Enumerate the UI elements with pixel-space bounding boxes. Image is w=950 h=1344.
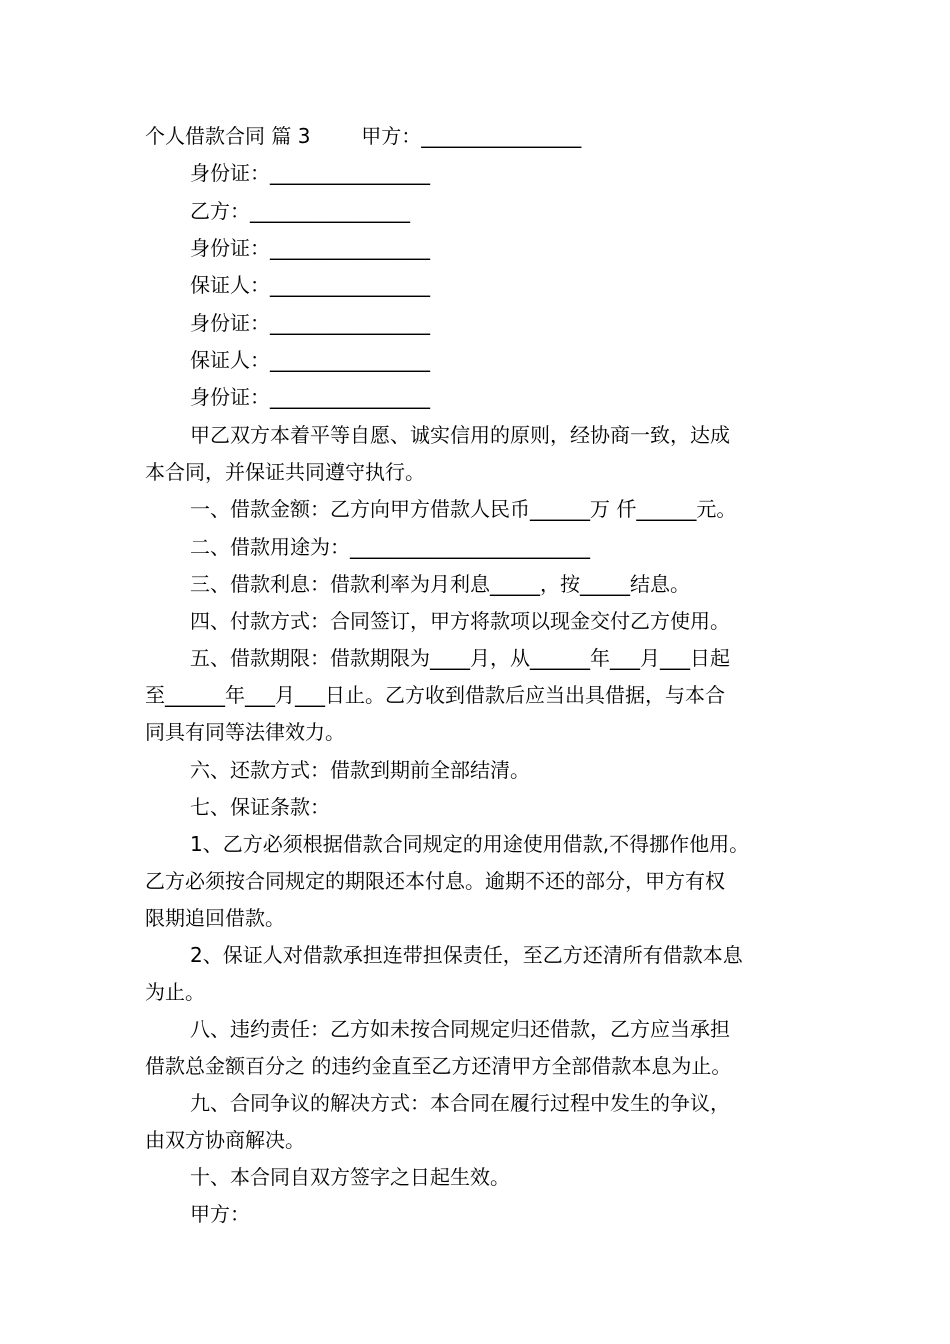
clause-10-effective: 十、本合同自双方签字之日起生效。	[190, 1165, 510, 1189]
guarantor-2-id-line: 身份证：________________	[190, 385, 430, 409]
signature-party-a: 甲方：	[190, 1202, 250, 1226]
clause-7-guarantee: 七、保证条款：	[190, 795, 330, 819]
guarantee-item-1-line-1: 1、乙方必须根据借款合同规定的用途使用借款,不得挪作他用。	[190, 832, 750, 856]
clause-5-term-line-2: 至______年___月___日止。乙方收到借款后应当出具借据，与本合	[145, 683, 725, 707]
guarantor-1-line: 保证人：________________	[190, 273, 430, 297]
party-b-line: 乙方：________________	[190, 199, 410, 223]
clause-5-term-line-1: 五、借款期限：借款期限为____月，从______年___月___日起	[190, 646, 730, 670]
preamble-line-1: 甲乙双方本着平等自愿、诚实信用的原则，经协商一致，达成	[190, 423, 730, 447]
party-a-id-line: 身份证：________________	[190, 161, 430, 185]
clause-5-term-line-3: 同具有同等法律效力。	[145, 720, 345, 744]
clause-2-purpose: 二、借款用途为：________________________	[190, 535, 590, 559]
party-b-id-line: 身份证：________________	[190, 236, 430, 260]
clause-9-dispute-line-2: 由双方协商解决。	[145, 1128, 305, 1152]
clause-4-payment: 四、付款方式：合同签订，甲方将款项以现金交付乙方使用。	[190, 609, 730, 633]
title-line: 个人借款合同 篇 3 甲方：________________	[145, 124, 582, 148]
guarantee-item-2-line-2: 为止。	[145, 980, 205, 1004]
clause-1-amount: 一、借款金额：乙方向甲方借款人民币______万 仟______元。	[190, 497, 737, 521]
guarantee-item-2-line-1: 2、保证人对借款承担连带担保责任，至乙方还清所有借款本息	[190, 943, 743, 967]
clause-9-dispute-line-1: 九、合同争议的解决方式：本合同在履行过程中发生的争议，	[190, 1091, 730, 1115]
guarantor-2-line: 保证人：________________	[190, 348, 430, 372]
clause-6-repayment: 六、还款方式：借款到期前全部结清。	[190, 758, 530, 782]
clause-8-breach-line-2: 借款总金额百分之 的违约金直至乙方还清甲方全部借款本息为止。	[145, 1054, 732, 1078]
clause-3-interest: 三、借款利息：借款利率为月利息_____，按_____结息。	[190, 572, 690, 596]
preamble-line-2: 本合同，并保证共同遵守执行。	[145, 460, 425, 484]
guarantee-item-1-line-2: 乙方必须按合同规定的期限还本付息。逾期不还的部分，甲方有权	[145, 869, 725, 893]
guarantor-1-id-line: 身份证：________________	[190, 311, 430, 335]
guarantee-item-1-line-3: 限期追回借款。	[145, 906, 285, 930]
clause-8-breach-line-1: 八、违约责任：乙方如未按合同规定归还借款，乙方应当承担	[190, 1017, 730, 1041]
